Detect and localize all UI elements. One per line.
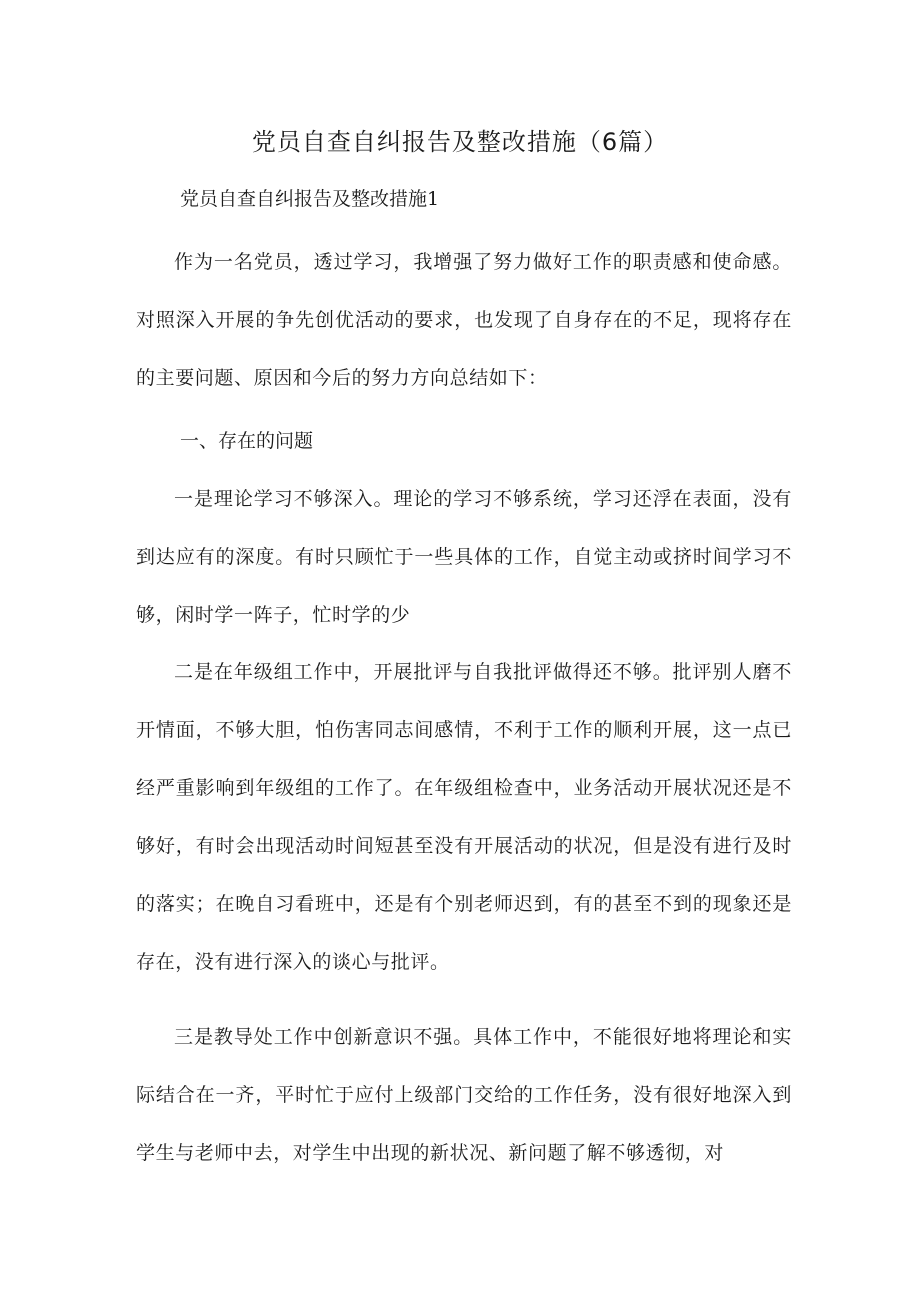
section-heading: 一、存在的问题 [180,430,314,452]
paragraph-problem-3: 三是教导处工作中创新意识不强。具体工作中，不能很好地将理论和实际结合在一齐，平时忙于应付上级部门交给的工作任务，没有很好地深入到学生与老师中去，对学生中出现的新状况、新问题了解不够透彻，对 [136,1026,792,1164]
paragraph-problem-1: 一是理论学习不够深入。理论的学习不够系统，学习还浮在表面，没有到达应有的深度。有时只顾忙于一些具体的工作，自觉主动或挤时间学习不够，闲时学一阵子，忙时学的少 [136,488,792,626]
document-subtitle: 党员自查自纠报告及整改措施1 [180,188,440,210]
paragraph-problem-2: 二是在年级组工作中，开展批评与自我批评做得还不够。批评别人磨不开情面，不够大胆，怕伤害同志间感情，不利于工作的顺利开展，这一点已经严重影响到年级组的工作了。在年级组检查中，业务活动开展状况还是不够好，有时会出现活动时间短甚至没有开展活动的状况，但是没有进行及时的落实；在晚自习看班中，还是有个别老师迟到，有的甚至不到的现象还是存在，没有进行深入的谈心与批评。 [136,661,792,973]
document-title: 党员自查自纠报告及整改措施（6篇） [251,128,669,156]
paragraph-intro: 作为一名党员，透过学习，我增强了努力做好工作的职责感和使命感。对照深入开展的争先创优活动的要求，也发现了自身存在的不足，现将存在的主要问题、原因和今后的努力方向总结如下： [136,251,792,389]
